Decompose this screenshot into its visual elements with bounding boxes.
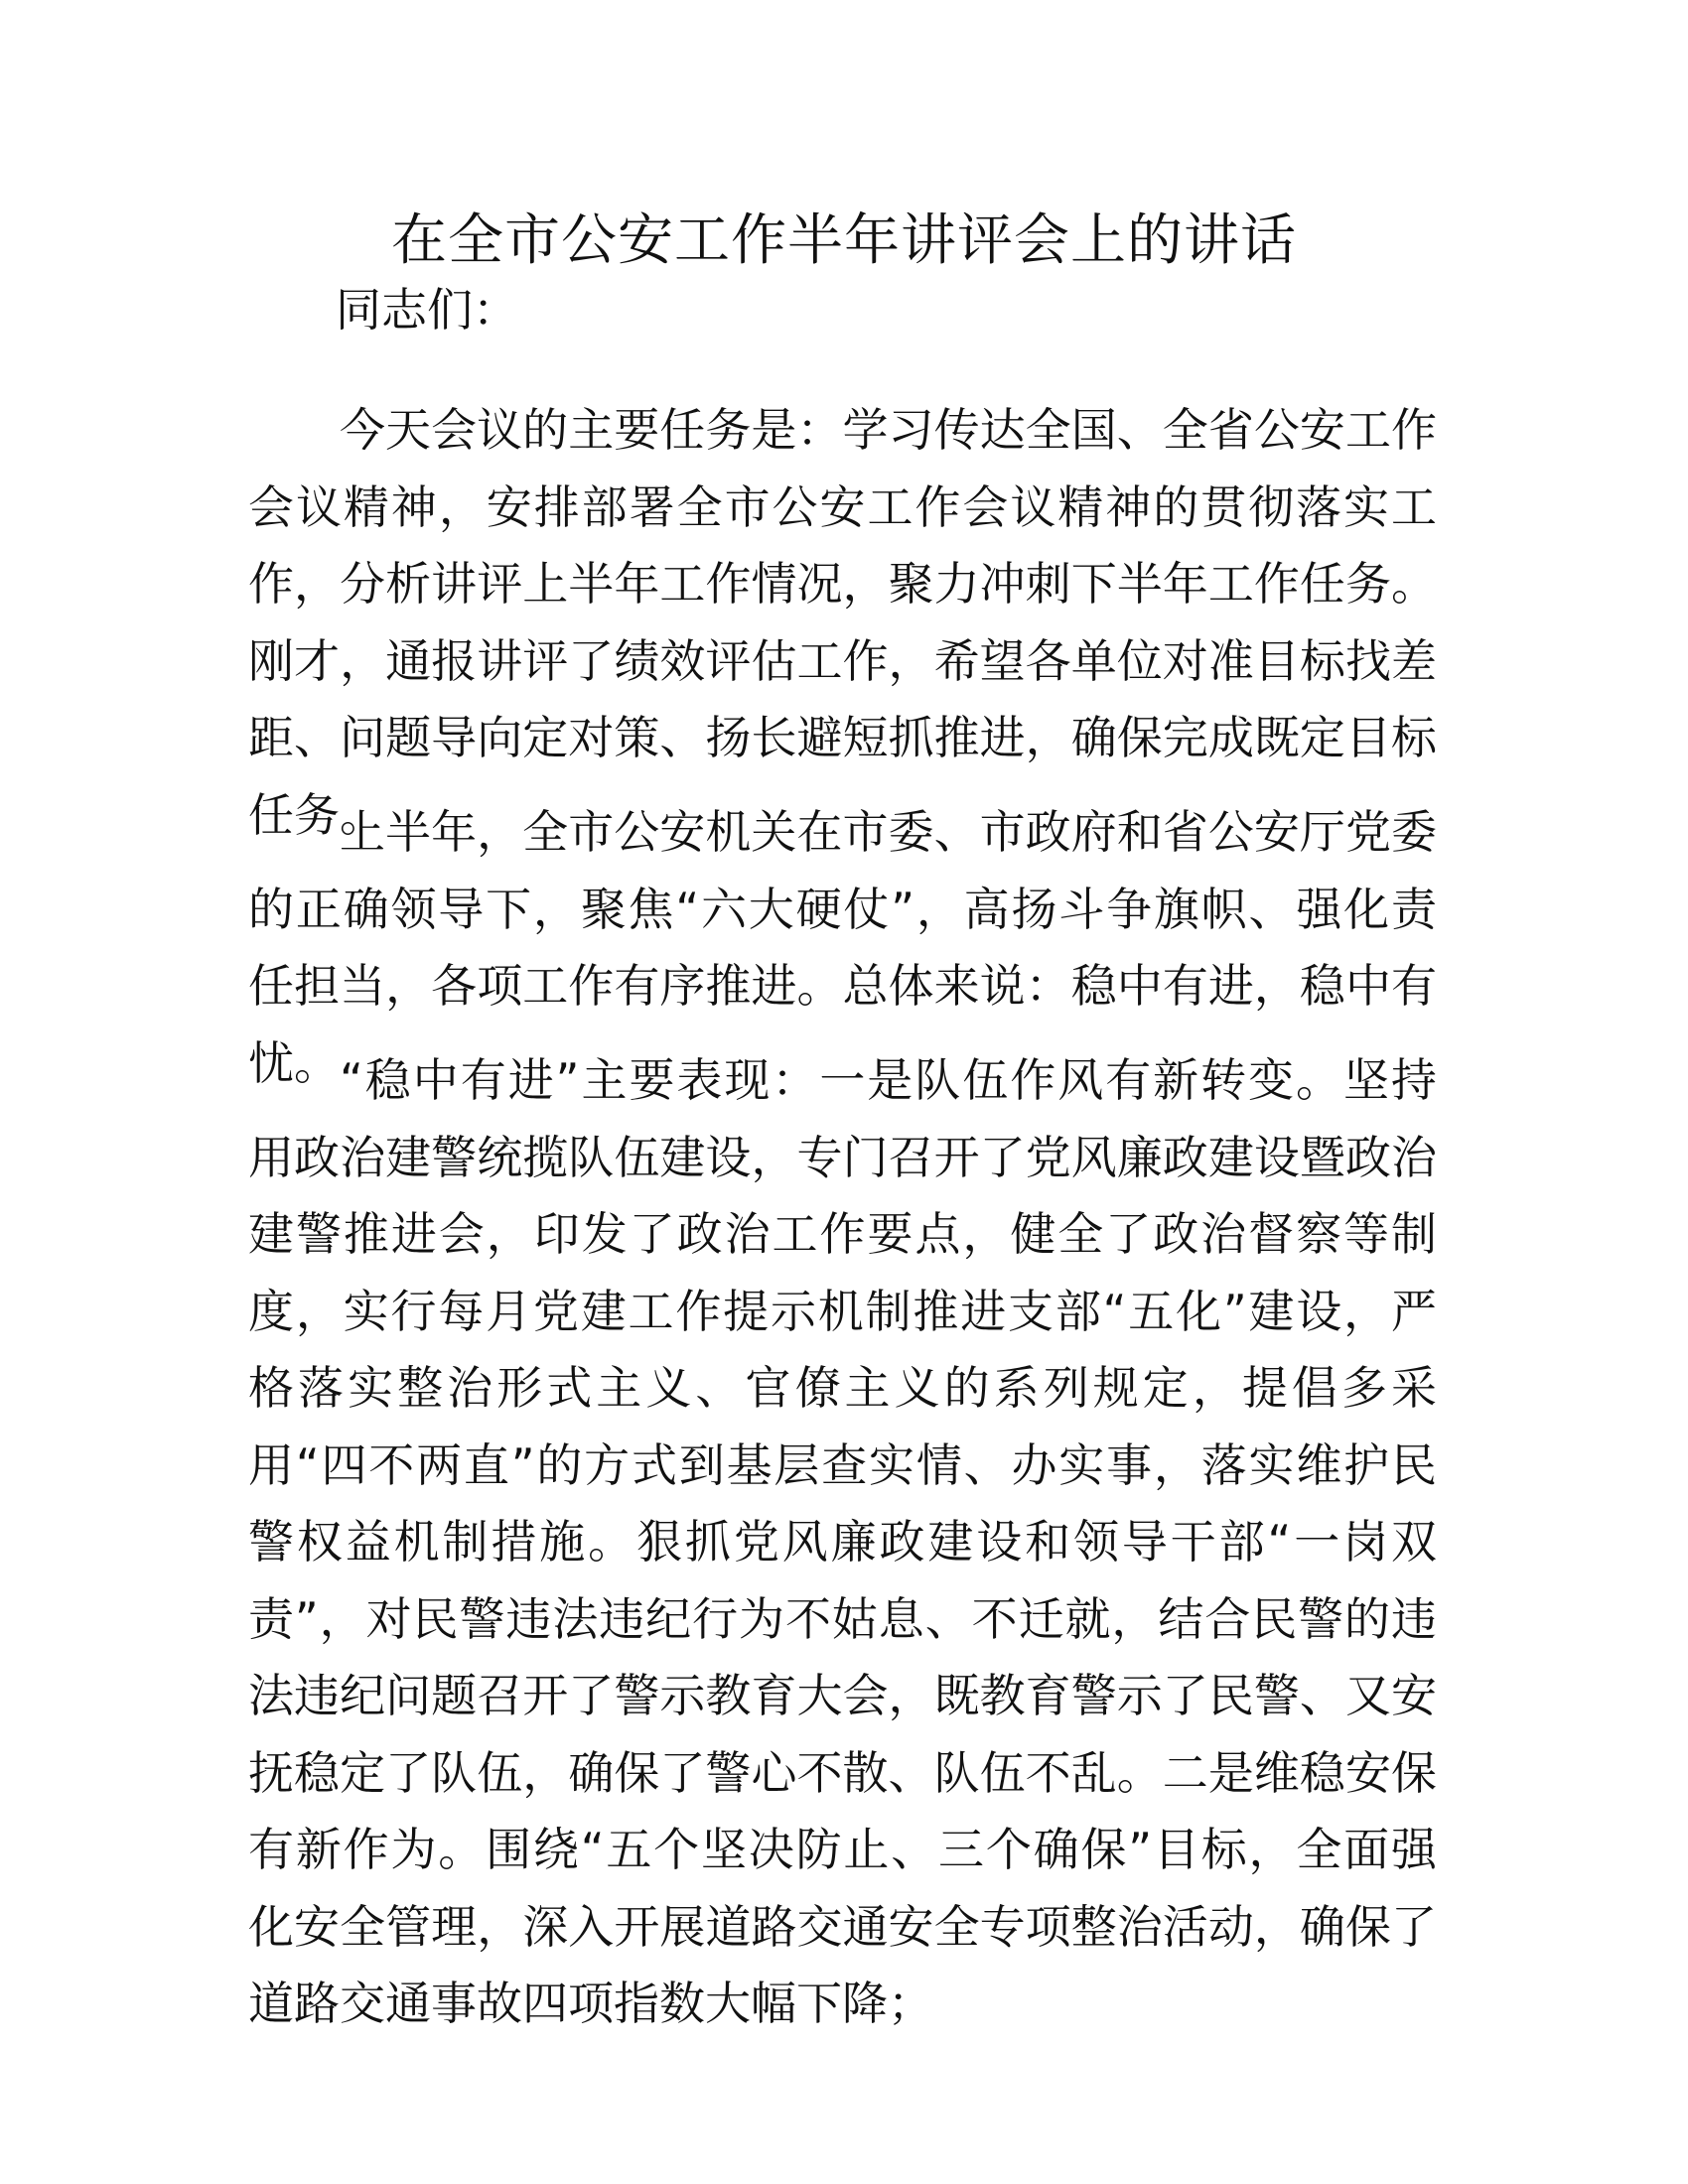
document-title: 在全市公安工作半年讲评会上的讲话 (391, 208, 1297, 273)
paragraph-progress-details: “稳中有进”主要表现：一是队伍作风有新转变。坚持用政治建警统揽队伍建设，专门召开了党风廉政建设暨政治建警推进会，印发了政治工作要点，健全了政治督察等制度，实行每月党建工作提示机制推进支部“五化”建设，严格落实整治形式主义、官僚主义的系列规定，提倡多采用“四不两直”的方式到基层查实情、办实事，落实维护民警权益机制措施。狠抓党风廉政建设和领导干部“一岗双责”，对民警违法违纪行为不姑息、不迁就，结合民警的违法违纪问题召开了警示教育大会，既教育警示了民警、又安抚稳定了队伍，确保了警心不散、队伍不乱。二是维稳安保有新作为。围绕“五个坚决防止、三个确保”目标，全面强化安全管理，深入开展道路交通安全专项整治活动，确保了道路交通事故四项指数大幅下降； (248, 1053, 1437, 2030)
paragraph-meeting-tasks: 今天会议的主要任务是：学习传达全国、全省公安工作会议精神，安排部署全市公安工作会议精神的贯彻落实工作，分析讲评上半年工作情况，聚力冲刺下半年工作任务。刚才，通报讲评了绩效评估工作，希望各单位对准目标找差距、问题导向定对策、扬长避短抓推进，确保完成既定目标任务。 (248, 403, 1437, 842)
salutation: 同志们： (336, 283, 518, 337)
paragraph-first-half-summary: 上半年，全市公安机关在市委、市政府和省公安厅党委的正确领导下，聚焦“六大硬仗”，高扬斗争旗帜、强化责任担当，各项工作有序推进。总体来说：稳中有进，稳中有忧。 (248, 805, 1437, 1090)
